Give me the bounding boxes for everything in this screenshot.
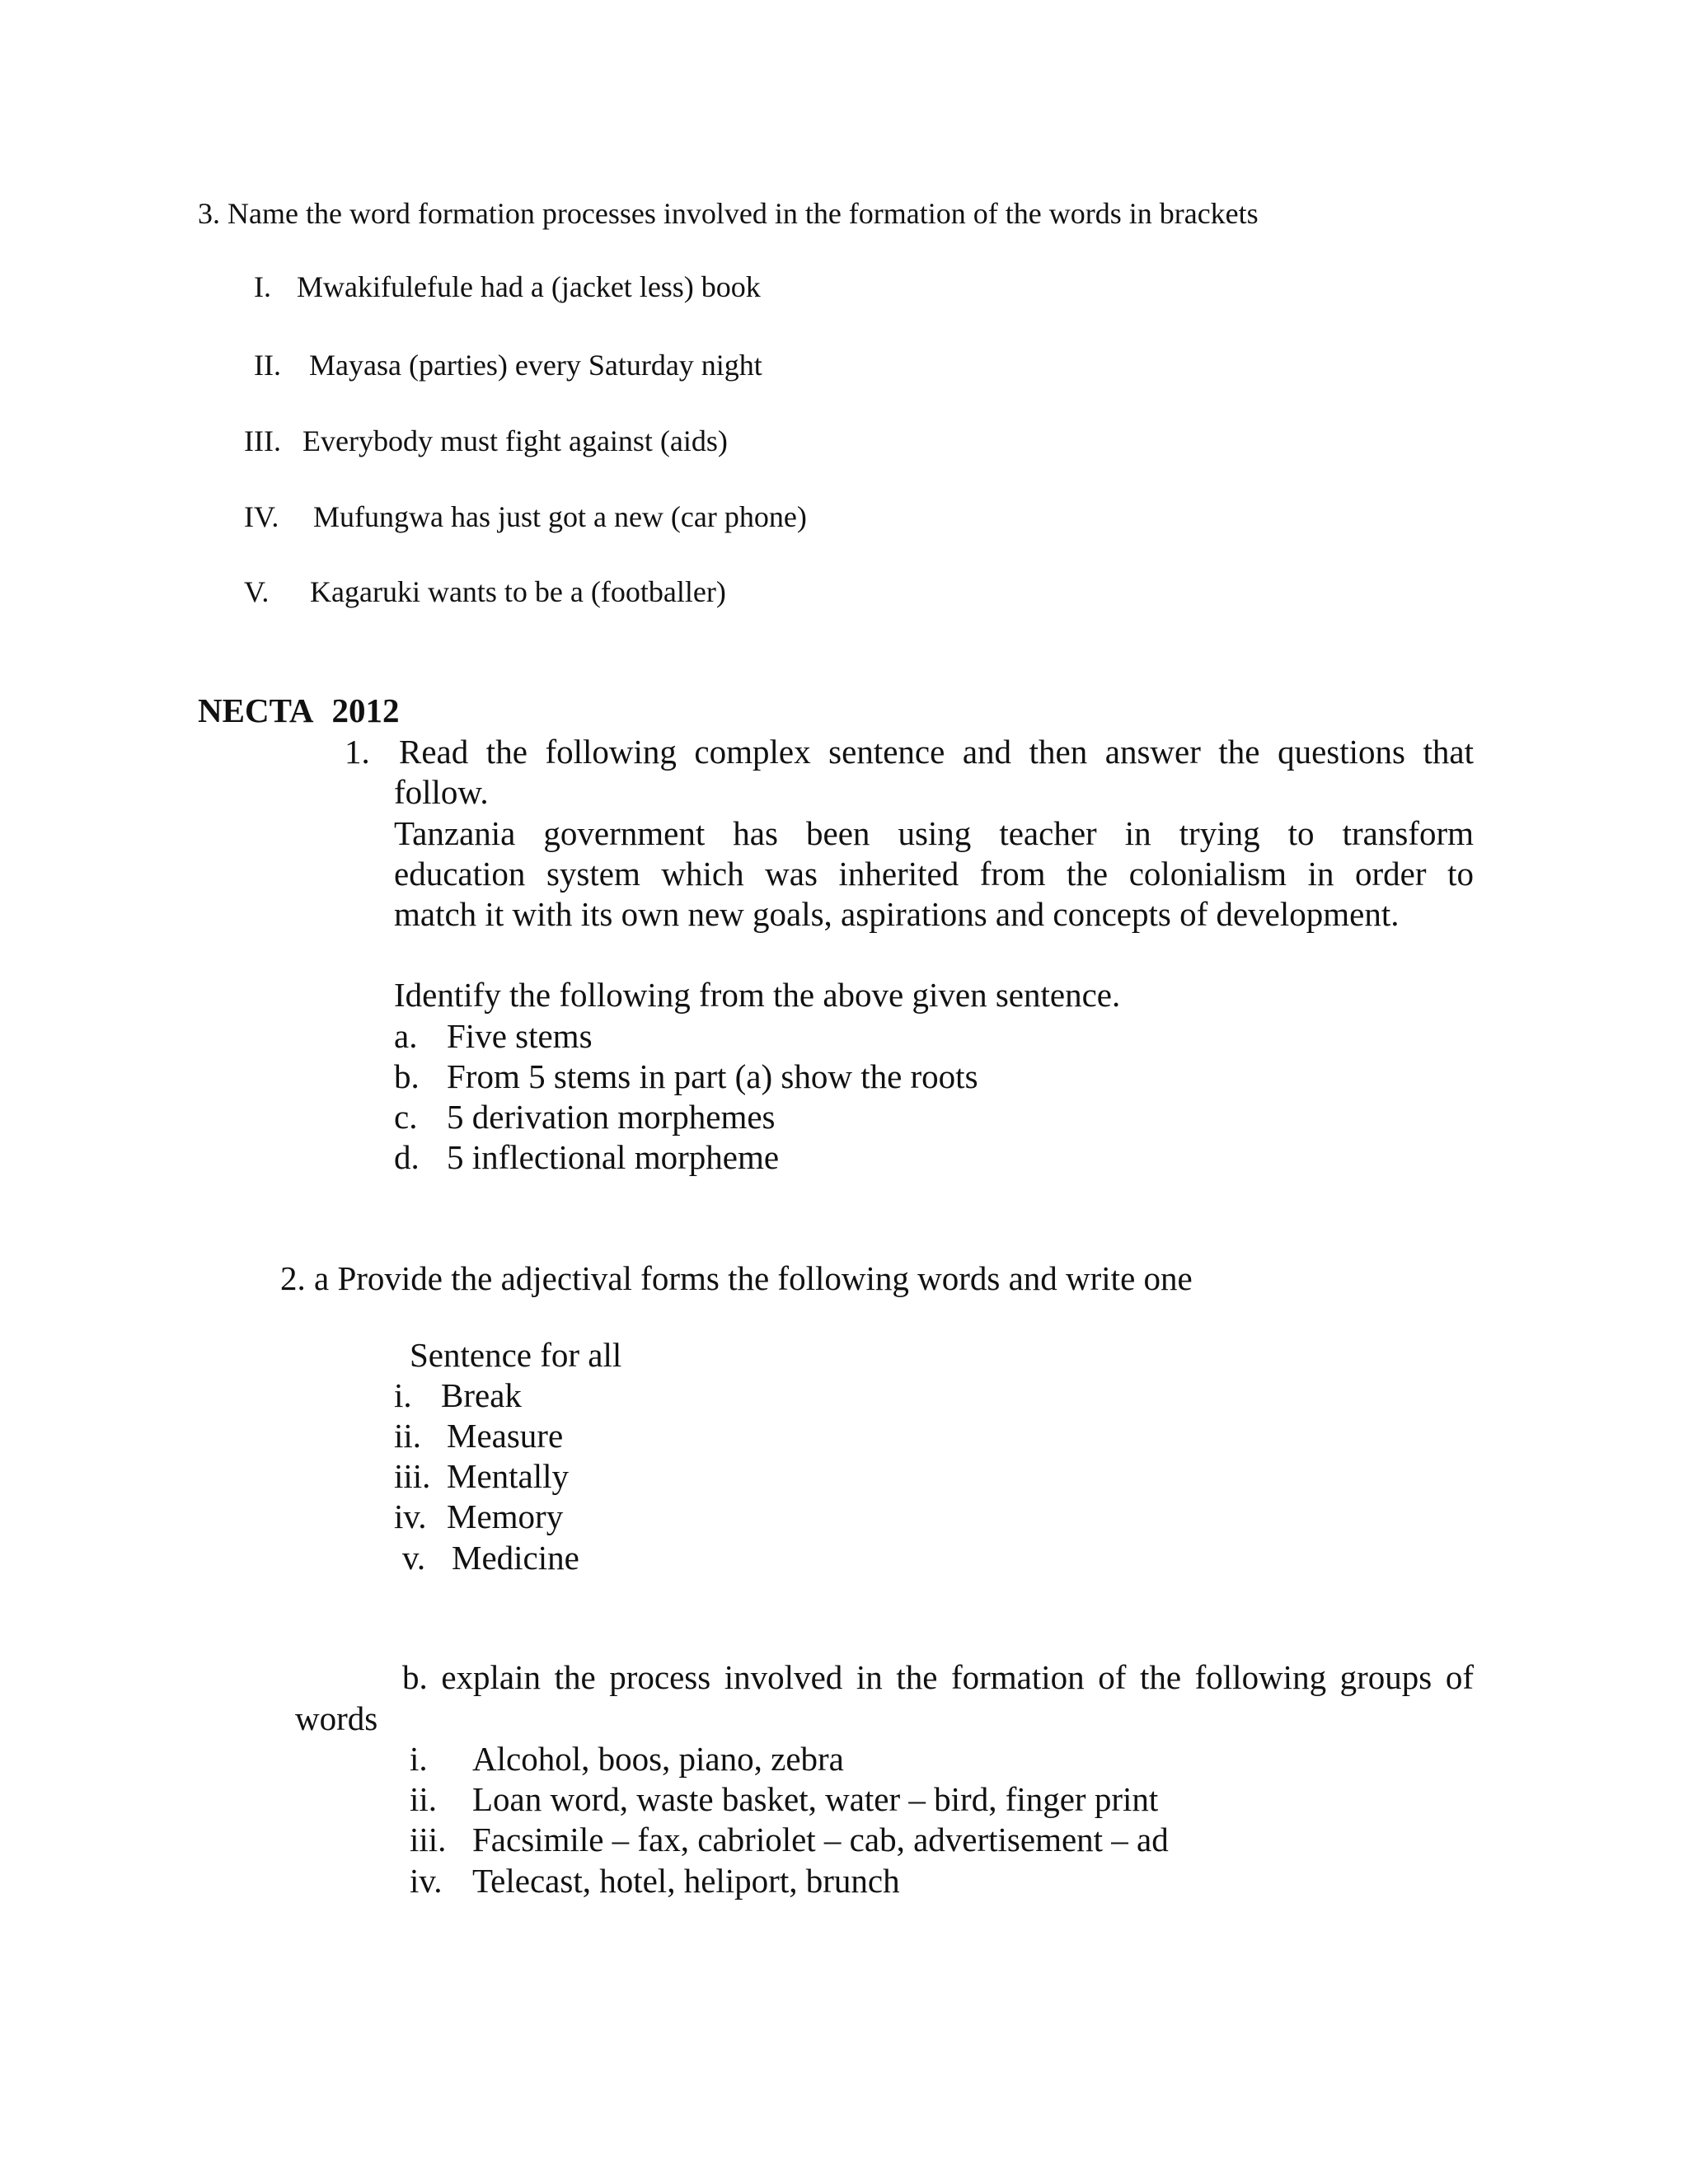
q1-instruction: Read the following complex sentence and then answer the questions that	[399, 733, 1474, 771]
passage-line: education system which was inherited from the colonialism in order to	[394, 855, 1474, 893]
group-text: Facsimile – fax, cabriolet – cab, advertisement – ad	[472, 1821, 1169, 1858]
group-num: iii.	[410, 1821, 447, 1858]
group-num: i.	[410, 1740, 428, 1778]
q2-heading: 2. a Provide the adjectival forms the following words and write one	[280, 1259, 1193, 1297]
group-num: iv.	[410, 1862, 443, 1900]
part-text: 5 inflectional morpheme	[447, 1138, 780, 1176]
question-3-heading: 3. Name the word formation processes involved in the formation of the words in brackets	[198, 197, 1259, 230]
q3-item-num: II.	[254, 349, 281, 382]
q3-item-text: Mayasa (parties) every Saturday night	[309, 349, 762, 382]
q3-item-num: V.	[244, 575, 270, 608]
group-num: ii.	[410, 1780, 438, 1818]
q3-item-text: Kagaruki wants to be a (footballer)	[310, 575, 726, 608]
group-text: Telecast, hotel, heliport, brunch	[472, 1862, 900, 1900]
word-text: Medicine	[452, 1539, 579, 1577]
q1-instruction-cont: follow.	[394, 773, 489, 811]
word-text: Measure	[447, 1417, 564, 1455]
part-text: Five stems	[447, 1017, 593, 1055]
word-num: iv.	[394, 1497, 427, 1535]
q2b-heading-cont: words	[295, 1699, 378, 1737]
part-text: 5 derivation morphemes	[447, 1098, 776, 1136]
q1-number: 1.	[345, 733, 370, 771]
q3-item-text: Mwakifulefule had a (jacket less) book	[297, 270, 761, 303]
word-num: i.	[394, 1376, 412, 1414]
passage-line: Tanzania government has been using teacher in trying to transform	[394, 814, 1474, 852]
q3-item-num: IV.	[244, 500, 279, 533]
group-text: Alcohol, boos, piano, zebra	[472, 1740, 844, 1778]
q3-item-text: Mufungwa has just got a new (car phone)	[313, 500, 807, 533]
word-text: Mentally	[447, 1457, 570, 1495]
part-num: b.	[394, 1057, 420, 1095]
word-text: Memory	[447, 1497, 564, 1535]
q3-item-text: Everybody must fight against (aids)	[302, 424, 728, 457]
group-text: Loan word, waste basket, water – bird, finger print	[472, 1780, 1159, 1818]
part-num: d.	[394, 1138, 420, 1176]
q2b-heading: b. explain the process involved in the formation of the following groups of	[402, 1658, 1474, 1696]
word-num: ii.	[394, 1417, 422, 1455]
q3-item-num: III.	[244, 424, 281, 457]
q3-item-num: I.	[254, 270, 271, 303]
passage-line: match it with its own new goals, aspirations and concepts of development.	[394, 895, 1400, 933]
part-num: a.	[394, 1017, 418, 1055]
part-text: From 5 stems in part (a) show the roots	[447, 1057, 978, 1095]
section-title: NECTA 2012	[198, 691, 400, 729]
part-num: c.	[394, 1098, 418, 1136]
sentence-for-all: Sentence for all	[410, 1336, 622, 1374]
word-text: Break	[441, 1376, 522, 1414]
word-num: iii.	[394, 1457, 431, 1495]
word-num: v.	[402, 1539, 426, 1577]
identify-instruction: Identify the following from the above given sentence.	[394, 976, 1121, 1014]
